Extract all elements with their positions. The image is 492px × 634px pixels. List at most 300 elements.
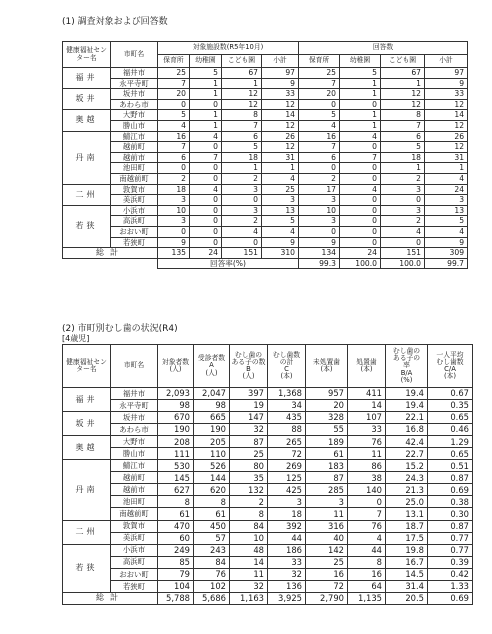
rate-cell: 99.7 (425, 258, 468, 269)
value-cell: 12 (262, 120, 299, 131)
value-cell: 87 (230, 436, 268, 448)
total-cell: 310 (262, 248, 299, 259)
total-label: 総計 (63, 592, 158, 604)
city-cell: 小浜市 (111, 544, 158, 556)
value-cell: 183 (306, 460, 348, 472)
table-row (63, 496, 473, 508)
value-cell: 20 (158, 89, 190, 100)
table-row (63, 556, 473, 568)
value-cell: 16.8 (386, 424, 428, 436)
value-cell: 6 (158, 152, 190, 163)
value-cell: 1 (190, 120, 222, 131)
value-cell: 19.8 (386, 544, 428, 556)
city-cell: 越前町 (111, 472, 158, 484)
value-cell: 0 (190, 163, 222, 174)
value-cell: 142 (306, 544, 348, 556)
value-cell: 9 (299, 237, 340, 248)
value-cell: 0 (190, 195, 222, 206)
value-cell: 20 (306, 400, 348, 412)
value-cell: 0.42 (428, 568, 473, 580)
value-cell: 22.7 (386, 448, 428, 460)
value-cell: 2 (381, 173, 425, 184)
value-cell: 392 (268, 520, 306, 532)
value-cell: 97 (262, 68, 299, 79)
region-cell: 奥越 (63, 110, 111, 131)
value-cell: 8 (381, 110, 425, 121)
table-row (63, 110, 468, 121)
value-cell: 4 (340, 131, 381, 142)
total-cell: 24 (190, 248, 222, 259)
city-cell: 敦賀市 (111, 184, 158, 195)
value-cell: 1 (381, 163, 425, 174)
value-cell: 17 (299, 184, 340, 195)
region-cell: 奥越 (63, 436, 111, 460)
city-cell: 高浜町 (111, 216, 158, 227)
value-cell: 20 (299, 89, 340, 100)
value-cell: 0 (381, 237, 425, 248)
value-cell: 0.39 (428, 556, 473, 568)
value-cell: 249 (158, 544, 194, 556)
value-cell: 32 (268, 568, 306, 580)
city-cell: 越前市 (111, 152, 158, 163)
value-cell: 411 (348, 388, 386, 400)
value-cell: 38 (348, 472, 386, 484)
value-cell: 24.3 (386, 472, 428, 484)
value-cell: 6 (222, 131, 262, 142)
value-cell: 64 (348, 580, 386, 592)
value-cell: 110 (194, 448, 230, 460)
value-cell: 7 (340, 152, 381, 163)
value-cell: 1 (222, 78, 262, 89)
value-cell: 1 (262, 163, 299, 174)
value-cell: 61 (158, 508, 194, 520)
value-cell: 0 (340, 99, 381, 110)
value-cell: 2,047 (194, 388, 230, 400)
value-cell: 18 (222, 152, 262, 163)
value-cell: 25 (306, 556, 348, 568)
value-cell: 285 (306, 484, 348, 496)
value-cell: 4 (158, 120, 190, 131)
value-cell: 12 (425, 99, 468, 110)
column-header: こども園 (381, 55, 425, 68)
value-cell: 0 (190, 237, 222, 248)
value-cell: 5 (381, 142, 425, 153)
section1-heading: (1) 調査対象および回答数 (62, 17, 168, 27)
cavity-table (62, 344, 473, 605)
value-cell: 0 (222, 237, 262, 248)
value-cell: 4 (262, 226, 299, 237)
rate-cell: 99.3 (299, 258, 340, 269)
value-cell: 1 (340, 78, 381, 89)
city-cell: 大野市 (111, 436, 158, 448)
facilities-group-header: 対象施設数(R5年10月) (158, 42, 299, 55)
value-cell: 4 (381, 226, 425, 237)
value-cell: 11 (348, 448, 386, 460)
value-cell: 190 (194, 424, 230, 436)
value-cell: 11 (230, 568, 268, 580)
value-cell: 25 (299, 68, 340, 79)
value-cell: 12 (381, 89, 425, 100)
city-cell: 南越前町 (111, 508, 158, 520)
city-cell: 福井市 (111, 388, 158, 400)
value-cell: 8 (230, 508, 268, 520)
city-cell: 坂井市 (111, 89, 158, 100)
table-row (63, 460, 473, 472)
value-cell: 14 (348, 400, 386, 412)
city-cell: 南越前町 (111, 173, 158, 184)
table-row (63, 237, 468, 248)
value-cell: 665 (194, 412, 230, 424)
value-cell: 25 (262, 184, 299, 195)
city-cell: おおい町 (111, 568, 158, 580)
value-cell: 14 (425, 110, 468, 121)
value-cell: 0.77 (428, 544, 473, 556)
value-cell: 31 (262, 152, 299, 163)
table-row (63, 568, 473, 580)
value-cell: 7 (158, 78, 190, 89)
value-cell: 84 (194, 556, 230, 568)
value-cell: 67 (381, 68, 425, 79)
value-cell: 12 (222, 99, 262, 110)
table-row (63, 484, 473, 496)
region-header: 健康福祉センター名 (63, 345, 111, 388)
value-cell: 8 (194, 496, 230, 508)
value-cell: 16 (306, 568, 348, 580)
value-cell: 144 (194, 472, 230, 484)
value-cell: 3 (381, 205, 425, 216)
value-cell: 76 (348, 520, 386, 532)
value-cell: 0 (158, 226, 190, 237)
column-header: むし歯の ある子の 率 B/A (%) (386, 345, 428, 388)
city-cell: 池田町 (111, 163, 158, 174)
rate-cell: 100.0 (340, 258, 381, 269)
value-cell: 450 (194, 520, 230, 532)
value-cell: 2 (222, 216, 262, 227)
value-cell: 98 (194, 400, 230, 412)
city-cell: 美浜町 (111, 195, 158, 206)
value-cell: 0 (340, 142, 381, 153)
value-cell: 13.1 (386, 508, 428, 520)
value-cell: 243 (194, 544, 230, 556)
table-row (63, 508, 473, 520)
value-cell: 15.2 (386, 460, 428, 472)
value-cell: 3 (381, 184, 425, 195)
value-cell: 3 (299, 216, 340, 227)
value-cell: 0 (190, 216, 222, 227)
value-cell: 60 (158, 532, 194, 544)
value-cell: 5 (340, 68, 381, 79)
value-cell: 0.65 (428, 448, 473, 460)
value-cell: 33 (348, 424, 386, 436)
column-header: 保育所 (299, 55, 340, 68)
value-cell: 8 (158, 496, 194, 508)
value-cell: 530 (158, 460, 194, 472)
value-cell: 24 (425, 184, 468, 195)
value-cell: 33 (262, 89, 299, 100)
total-cell: 5,686 (194, 592, 230, 604)
value-cell: 189 (306, 436, 348, 448)
value-cell: 0 (158, 99, 190, 110)
value-cell: 132 (230, 484, 268, 496)
value-cell: 16 (299, 131, 340, 142)
value-cell: 7 (158, 142, 190, 153)
city-cell: 勝山市 (111, 448, 158, 460)
value-cell: 55 (306, 424, 348, 436)
value-cell: 208 (158, 436, 194, 448)
city-cell: 勝山市 (111, 120, 158, 131)
value-cell: 72 (306, 580, 348, 592)
table-row (63, 216, 468, 227)
rate-cell: 100.0 (381, 258, 425, 269)
table-row (63, 195, 468, 206)
value-cell: 19.4 (386, 388, 428, 400)
value-cell: 0 (340, 195, 381, 206)
column-header: 受診者数 A (人) (194, 345, 230, 388)
value-cell: 84 (230, 520, 268, 532)
value-cell: 4 (425, 173, 468, 184)
value-cell: 4 (425, 226, 468, 237)
value-cell: 10 (299, 205, 340, 216)
blank-cell (63, 258, 158, 269)
value-cell: 0 (190, 99, 222, 110)
table-row (63, 163, 468, 174)
city-cell: 越前市 (111, 484, 158, 496)
value-cell: 67 (222, 68, 262, 79)
city-cell: 鯖江市 (111, 460, 158, 472)
value-cell: 8 (348, 556, 386, 568)
value-cell: 265 (268, 436, 306, 448)
value-cell: 19.4 (386, 400, 428, 412)
column-header: 小計 (425, 55, 468, 68)
value-cell: 32 (230, 580, 268, 592)
value-cell: 0.38 (428, 496, 473, 508)
column-header: 未処置歯 (本) (306, 345, 348, 388)
value-cell: 3 (268, 496, 306, 508)
value-cell: 0 (190, 173, 222, 184)
city-cell: 若狭町 (111, 237, 158, 248)
city-cell: 大野市 (111, 110, 158, 121)
section2-heading: (2) 市町別むし歯の状況(R4) (62, 324, 178, 334)
region-cell: 二州 (63, 520, 111, 544)
table-row (63, 142, 468, 153)
value-cell: 104 (158, 580, 194, 592)
table-row (63, 544, 473, 556)
value-cell: 3 (158, 195, 190, 206)
value-cell: 3 (222, 184, 262, 195)
column-header: むし歯数 の計 C (本) (268, 345, 306, 388)
value-cell: 1 (340, 110, 381, 121)
city-cell: 高浜町 (111, 556, 158, 568)
value-cell: 18 (381, 152, 425, 163)
table-row (63, 520, 473, 532)
value-cell: 5 (158, 110, 190, 121)
value-cell: 4 (348, 532, 386, 544)
table-row (63, 580, 473, 592)
total-cell: 2,790 (306, 592, 348, 604)
value-cell: 205 (194, 436, 230, 448)
value-cell: 3 (299, 195, 340, 206)
value-cell: 0.65 (428, 412, 473, 424)
value-cell: 12 (381, 99, 425, 110)
value-cell: 1 (425, 163, 468, 174)
total-cell: 1,135 (348, 592, 386, 604)
value-cell: 0.30 (428, 508, 473, 520)
value-cell: 1 (190, 110, 222, 121)
city-header: 市町名 (111, 42, 158, 68)
value-cell: 1 (190, 89, 222, 100)
region-cell: 若狭 (63, 544, 111, 592)
value-cell: 0 (190, 226, 222, 237)
column-header: 一人平均 むし歯数 C/A (本) (428, 345, 473, 388)
value-cell: 1 (340, 120, 381, 131)
value-cell: 7 (348, 508, 386, 520)
value-cell: 526 (194, 460, 230, 472)
value-cell: 6 (299, 152, 340, 163)
value-cell: 12 (262, 142, 299, 153)
value-cell: 1 (381, 78, 425, 89)
value-cell: 16 (348, 568, 386, 580)
value-cell: 25 (230, 448, 268, 460)
column-header: こども園 (222, 55, 262, 68)
city-cell: 若狭町 (111, 580, 158, 592)
value-cell: 9 (425, 78, 468, 89)
value-cell: 7 (190, 152, 222, 163)
total-cell: 135 (158, 248, 190, 259)
value-cell: 61 (194, 508, 230, 520)
value-cell: 3 (425, 195, 468, 206)
total-cell: 0.69 (428, 592, 473, 604)
value-cell: 0 (340, 205, 381, 216)
value-cell: 102 (194, 580, 230, 592)
value-cell: 9 (262, 78, 299, 89)
value-cell: 85 (158, 556, 194, 568)
value-cell: 33 (268, 556, 306, 568)
section2-subheading: [4歳児] (62, 334, 90, 343)
value-cell: 0 (299, 163, 340, 174)
column-header: むし歯の ある子の数 B (人) (230, 345, 268, 388)
value-cell: 435 (268, 412, 306, 424)
value-cell: 0 (340, 163, 381, 174)
city-cell: 美浜町 (111, 532, 158, 544)
value-cell: 7 (381, 120, 425, 131)
value-cell: 1.33 (428, 580, 473, 592)
value-cell: 1.29 (428, 436, 473, 448)
table-row (63, 184, 468, 195)
value-cell: 6 (381, 131, 425, 142)
value-cell: 44 (348, 544, 386, 556)
column-header: 小計 (262, 55, 299, 68)
value-cell: 18.7 (386, 520, 428, 532)
value-cell: 79 (158, 568, 194, 580)
value-cell: 32 (230, 424, 268, 436)
value-cell: 11 (306, 508, 348, 520)
table-row (63, 120, 468, 131)
value-cell: 0 (348, 496, 386, 508)
value-cell: 0 (299, 99, 340, 110)
table-row (63, 89, 468, 100)
region-cell: 若狭 (63, 205, 111, 247)
value-cell: 5 (190, 68, 222, 79)
value-cell: 0 (190, 205, 222, 216)
value-cell: 0 (299, 226, 340, 237)
value-cell: 0 (340, 226, 381, 237)
table-row (63, 226, 468, 237)
value-cell: 72 (268, 448, 306, 460)
city-cell: 小浜市 (111, 205, 158, 216)
value-cell: 5 (262, 216, 299, 227)
total-cell: 3,925 (268, 592, 306, 604)
value-cell: 48 (230, 544, 268, 556)
value-cell: 397 (230, 388, 268, 400)
value-cell: 0 (158, 163, 190, 174)
value-cell: 3 (158, 216, 190, 227)
column-header: 幼稚園 (190, 55, 222, 68)
value-cell: 97 (425, 68, 468, 79)
value-cell: 42.4 (386, 436, 428, 448)
value-cell: 7 (222, 120, 262, 131)
value-cell: 1 (340, 89, 381, 100)
value-cell: 9 (262, 237, 299, 248)
value-cell: 0 (381, 195, 425, 206)
value-cell: 2 (222, 173, 262, 184)
value-cell: 12 (222, 89, 262, 100)
rate-label: 回答率(%) (158, 258, 299, 269)
value-cell: 1 (222, 163, 262, 174)
table-row (63, 436, 473, 448)
value-cell: 5 (425, 216, 468, 227)
value-cell: 14.5 (386, 568, 428, 580)
table-row (63, 152, 468, 163)
value-cell: 9 (425, 237, 468, 248)
city-cell: 敦賀市 (111, 520, 158, 532)
value-cell: 35 (230, 472, 268, 484)
table-row (63, 412, 473, 424)
value-cell: 19 (230, 400, 268, 412)
value-cell: 18 (158, 184, 190, 195)
value-cell: 147 (230, 412, 268, 424)
column-header: 処置歯 (本) (348, 345, 386, 388)
value-cell: 957 (306, 388, 348, 400)
region-header: 健康福祉センター名 (63, 42, 111, 68)
value-cell: 425 (268, 484, 306, 496)
value-cell: 13 (262, 205, 299, 216)
value-cell: 14 (262, 110, 299, 121)
value-cell: 9 (158, 237, 190, 248)
value-cell: 0.87 (428, 520, 473, 532)
value-cell: 21.3 (386, 484, 428, 496)
city-cell: おおい町 (111, 226, 158, 237)
city-header: 市町名 (111, 345, 158, 388)
value-cell: 10 (158, 205, 190, 216)
value-cell: 0.77 (428, 532, 473, 544)
value-cell: 80 (230, 460, 268, 472)
value-cell: 17.5 (386, 532, 428, 544)
value-cell: 470 (158, 520, 194, 532)
value-cell: 16 (158, 131, 190, 142)
value-cell: 0 (222, 195, 262, 206)
value-cell: 31.4 (386, 580, 428, 592)
value-cell: 25.0 (386, 496, 428, 508)
table-row (63, 472, 473, 484)
value-cell: 88 (268, 424, 306, 436)
value-cell: 2 (158, 173, 190, 184)
value-cell: 14 (230, 556, 268, 568)
value-cell: 10 (230, 532, 268, 544)
value-cell: 3 (222, 205, 262, 216)
value-cell: 22.1 (386, 412, 428, 424)
total-cell: 134 (299, 248, 340, 259)
region-cell: 丹南 (63, 460, 111, 520)
